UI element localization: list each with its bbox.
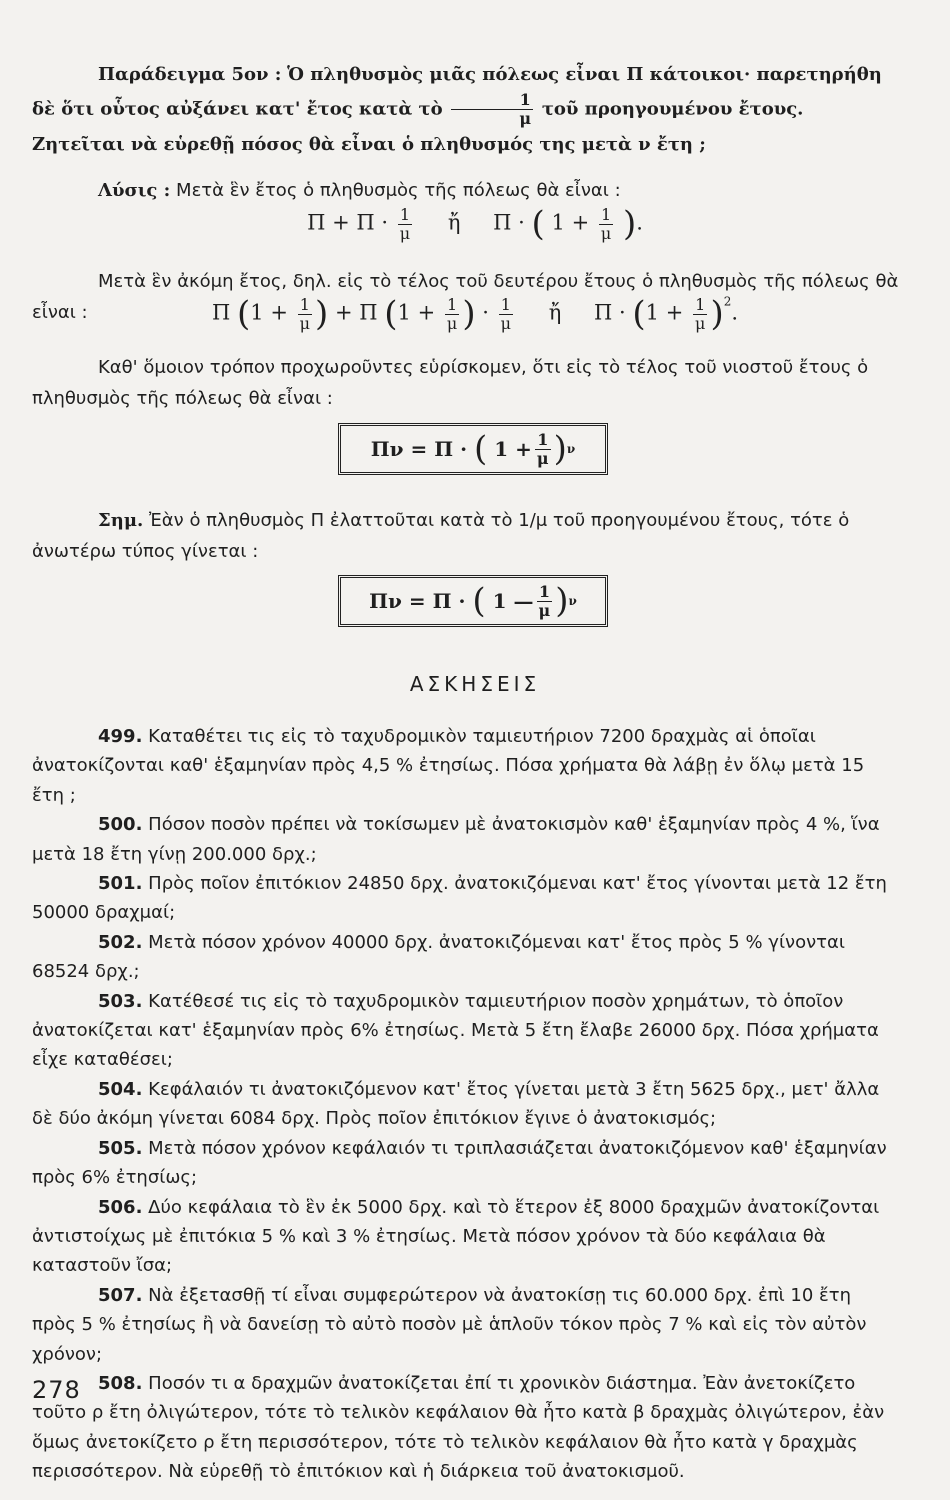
example-text-a: Ὁ πληθυσμὸς μιᾶς πόλεως εἶναι Π κάτοικοι· παρετηρήθη δὲ ὅτι οὗτος αὐξάνει κατ' ἔτος κατὰ τὸ [32,64,882,120]
formula-one-year: Π + Π · $\frac{1}{\mu}$ ἤ Π · ( 1 + $\frac{1}{\mu}$ ). [307,204,643,244]
exercise-502: 502. Μετὰ πόσον χρόνον 40000 δρχ. ἀνατοκιζόμεναι κατ' ἔτος πρὸς 5 % γίνονται 68524 δρχ.; [32,931,845,983]
exercises-heading: ΑΣΚΗΣΕΙΣ [409,672,541,696]
note-label: Σημ. [98,510,144,531]
example-fraction: $\frac{1}{\mu}$ [451,91,533,128]
formula-two-years: Π (1 + $\frac{1}{\mu}$ ) + Π (1 + $\frac{1}{\mu}$ ) · $\frac{1}{\mu}$ ἤ Π · (1 + $\frac{1}{\mu}$ )$^2$. [211,294,739,334]
exercise-501: 501. Πρὸς ποῖον ἐπιτόκιον 24850 δρχ. ἀνατοκιζόμεναι κατ' ἔτος γίνονται μετὰ 12 ἔτη 50000 δραχμαί; [32,873,887,924]
exercise-508: 508. Ποσόν τι α δραχμῶν ἀνατοκίζεται ἐπί τι χρονικὸν διάστημα. Ἐὰν ἀνετοκίζετο τοῦτο ρ ἔτη ὀλιγώτερον, τότε τὸ τελικὸν κεφάλαιον θὰ ἦτο κατὰ β δραχμὰς ὀλιγώτερον, ἐὰν ὅμως ἀνετοκίζετο ρ ἔτη περισσότερον, τότε τὸ τελικὸν κεφάλαιον θὰ ἦτο κατὰ γ δραχμὰς περισσότερον. Νὰ εὑρεθῇ τὸ ἐπιτόκιον καὶ ἡ διάρκεια τοῦ ἀνατοκισμοῦ. [32,1372,885,1483]
example-text-b: τοῦ προηγουμένου ἔτους. Ζητεῖται νὰ εὑρεθῇ πόσος θὰ εἶναι ὁ πληθυσμός της μετὰ ν ἔτη ; [32,98,804,155]
formula-box-decline: Πν = Π · ( 1 — $\frac{1}{\mu}$ ) ν [338,575,608,627]
exercise-504: 504. Κεφάλαιόν τι ἀνατοκιζόμενον κατ' ἔτος γίνεται μετὰ 3 ἔτη 5625 δρχ., μετ' ἄλλα δὲ δύο ἀκόμη γίνεται 6084 δρχ. Πρὸς ποῖον ἐπιτόκιον ἔγινε ὁ ἀνατοκισμός; [32,1078,880,1130]
page-number: 278 [32,1376,81,1404]
note-text: Ἐὰν ὁ πληθυσμὸς Π ἐλαττοῦται κατὰ τὸ 1/μ τοῦ προηγουμένου ἔτους, τότε ὁ ἀνωτέρω τύπος γίνεται : [32,510,850,562]
solution-text-3: Καθ' ὅμοιον τρόπον προχωροῦντες εὑρίσκομεν, ὅτι εἰς τὸ τέλος τοῦ νιοστοῦ ἔτους ὁ πληθυσμὸς τῆς πόλεως θὰ εἶναι : [32,357,869,409]
exercise-500: 500. Πόσον ποσὸν πρέπει νὰ τοκίσωμεν μὲ ἀνατοκισμὸν καθ' ἑξαμηνίαν πρὸς 4 %, ἵνα μετὰ 18 ἔτη γίνῃ 200.000 δρχ.; [32,814,880,865]
solution-text-2: Μετὰ ἓν ἀκόμη ἔτος, δηλ. εἰς τὸ τέλος τοῦ δευτέρου ἔτους ὁ πληθυσμὸς τῆς πόλεως θὰ εἶναι : [32,271,899,323]
solution-line-3 [32,352,900,414]
note-paragraph [32,505,900,567]
example-statement [32,58,900,161]
example-label: Παράδειγμα 5ον : [98,64,282,85]
exercise-507: 507. Νὰ ἐξετασθῇ τί εἶναι συμφερώτερον νὰ ἀνατοκίσῃ τις 60.000 δρχ. ἐπὶ 10 ἔτη πρὸς 5 % ἐτησίως ἢ νὰ δανείσῃ τὸ αὐτὸ ποσὸν μὲ ἁπλοῦν τόκον πρὸς 7 % καὶ εἰς τὸν αὐτὸν χρόνον; [32,1284,867,1365]
exercise-505: 505. Μετὰ πόσον χρόνον κεφάλαιόν τι τριπλασιάζεται ἀνατοκιζόμενον καθ' ἑξαμηνίαν πρὸς 6% ἐτησίως; [32,1137,887,1189]
formula-box-growth: Πν = Π · ( 1 + $\frac{1}{\mu}$ ) ν [338,423,608,475]
exercise-503: 503. Κατέθεσέ τις εἰς τὸ ταχυδρομικὸν ταμιευτήριον ποσὸν χρημάτων, τὸ ὁποῖον ἀνατοκίζεται κατ' ἑξαμηνίαν πρὸς 6% ἐτησίως. Μετὰ 5 ἔτη ἔλαβε 26000 δρχ. Πόσα χρήματα εἶχε καταθέσει; [32,990,879,1071]
solution-text-1: Μετὰ ἓν ἔτος ὁ πληθυσμὸς τῆς πόλεως θὰ εἶναι : [176,180,621,201]
exercise-list [32,722,900,1487]
exercise-506: 506. Δύο κεφάλαια τὸ ἓν ἐκ 5000 δρχ. καὶ τὸ ἕτερον ἐξ 8000 δραχμῶν ἀνατοκίζονται ἀντιστοίχως μὲ ἐπιτόκια 5 % καὶ 3 % ἐτησίως. Μετὰ πόσον χρόνον τὰ δύο κεφάλαια θὰ καταστοῦν ἴσα; [32,1196,880,1277]
solution-label: Λύσις : [98,180,171,201]
solution-line-1 [32,175,900,206]
exercise-499: 499. Καταθέτει τις εἰς τὸ ταχυδρομικὸν ταμιευτήριον 7200 δραχμὰς αἱ ὁποῖαι ἀνατοκίζονται καθ' ἑξαμηνίαν πρὸς 4,5 % ἐτησίως. Πόσα χρήματα θὰ λάβῃ ἐν ὅλῳ μετὰ 15 ἔτη ; [32,726,865,806]
